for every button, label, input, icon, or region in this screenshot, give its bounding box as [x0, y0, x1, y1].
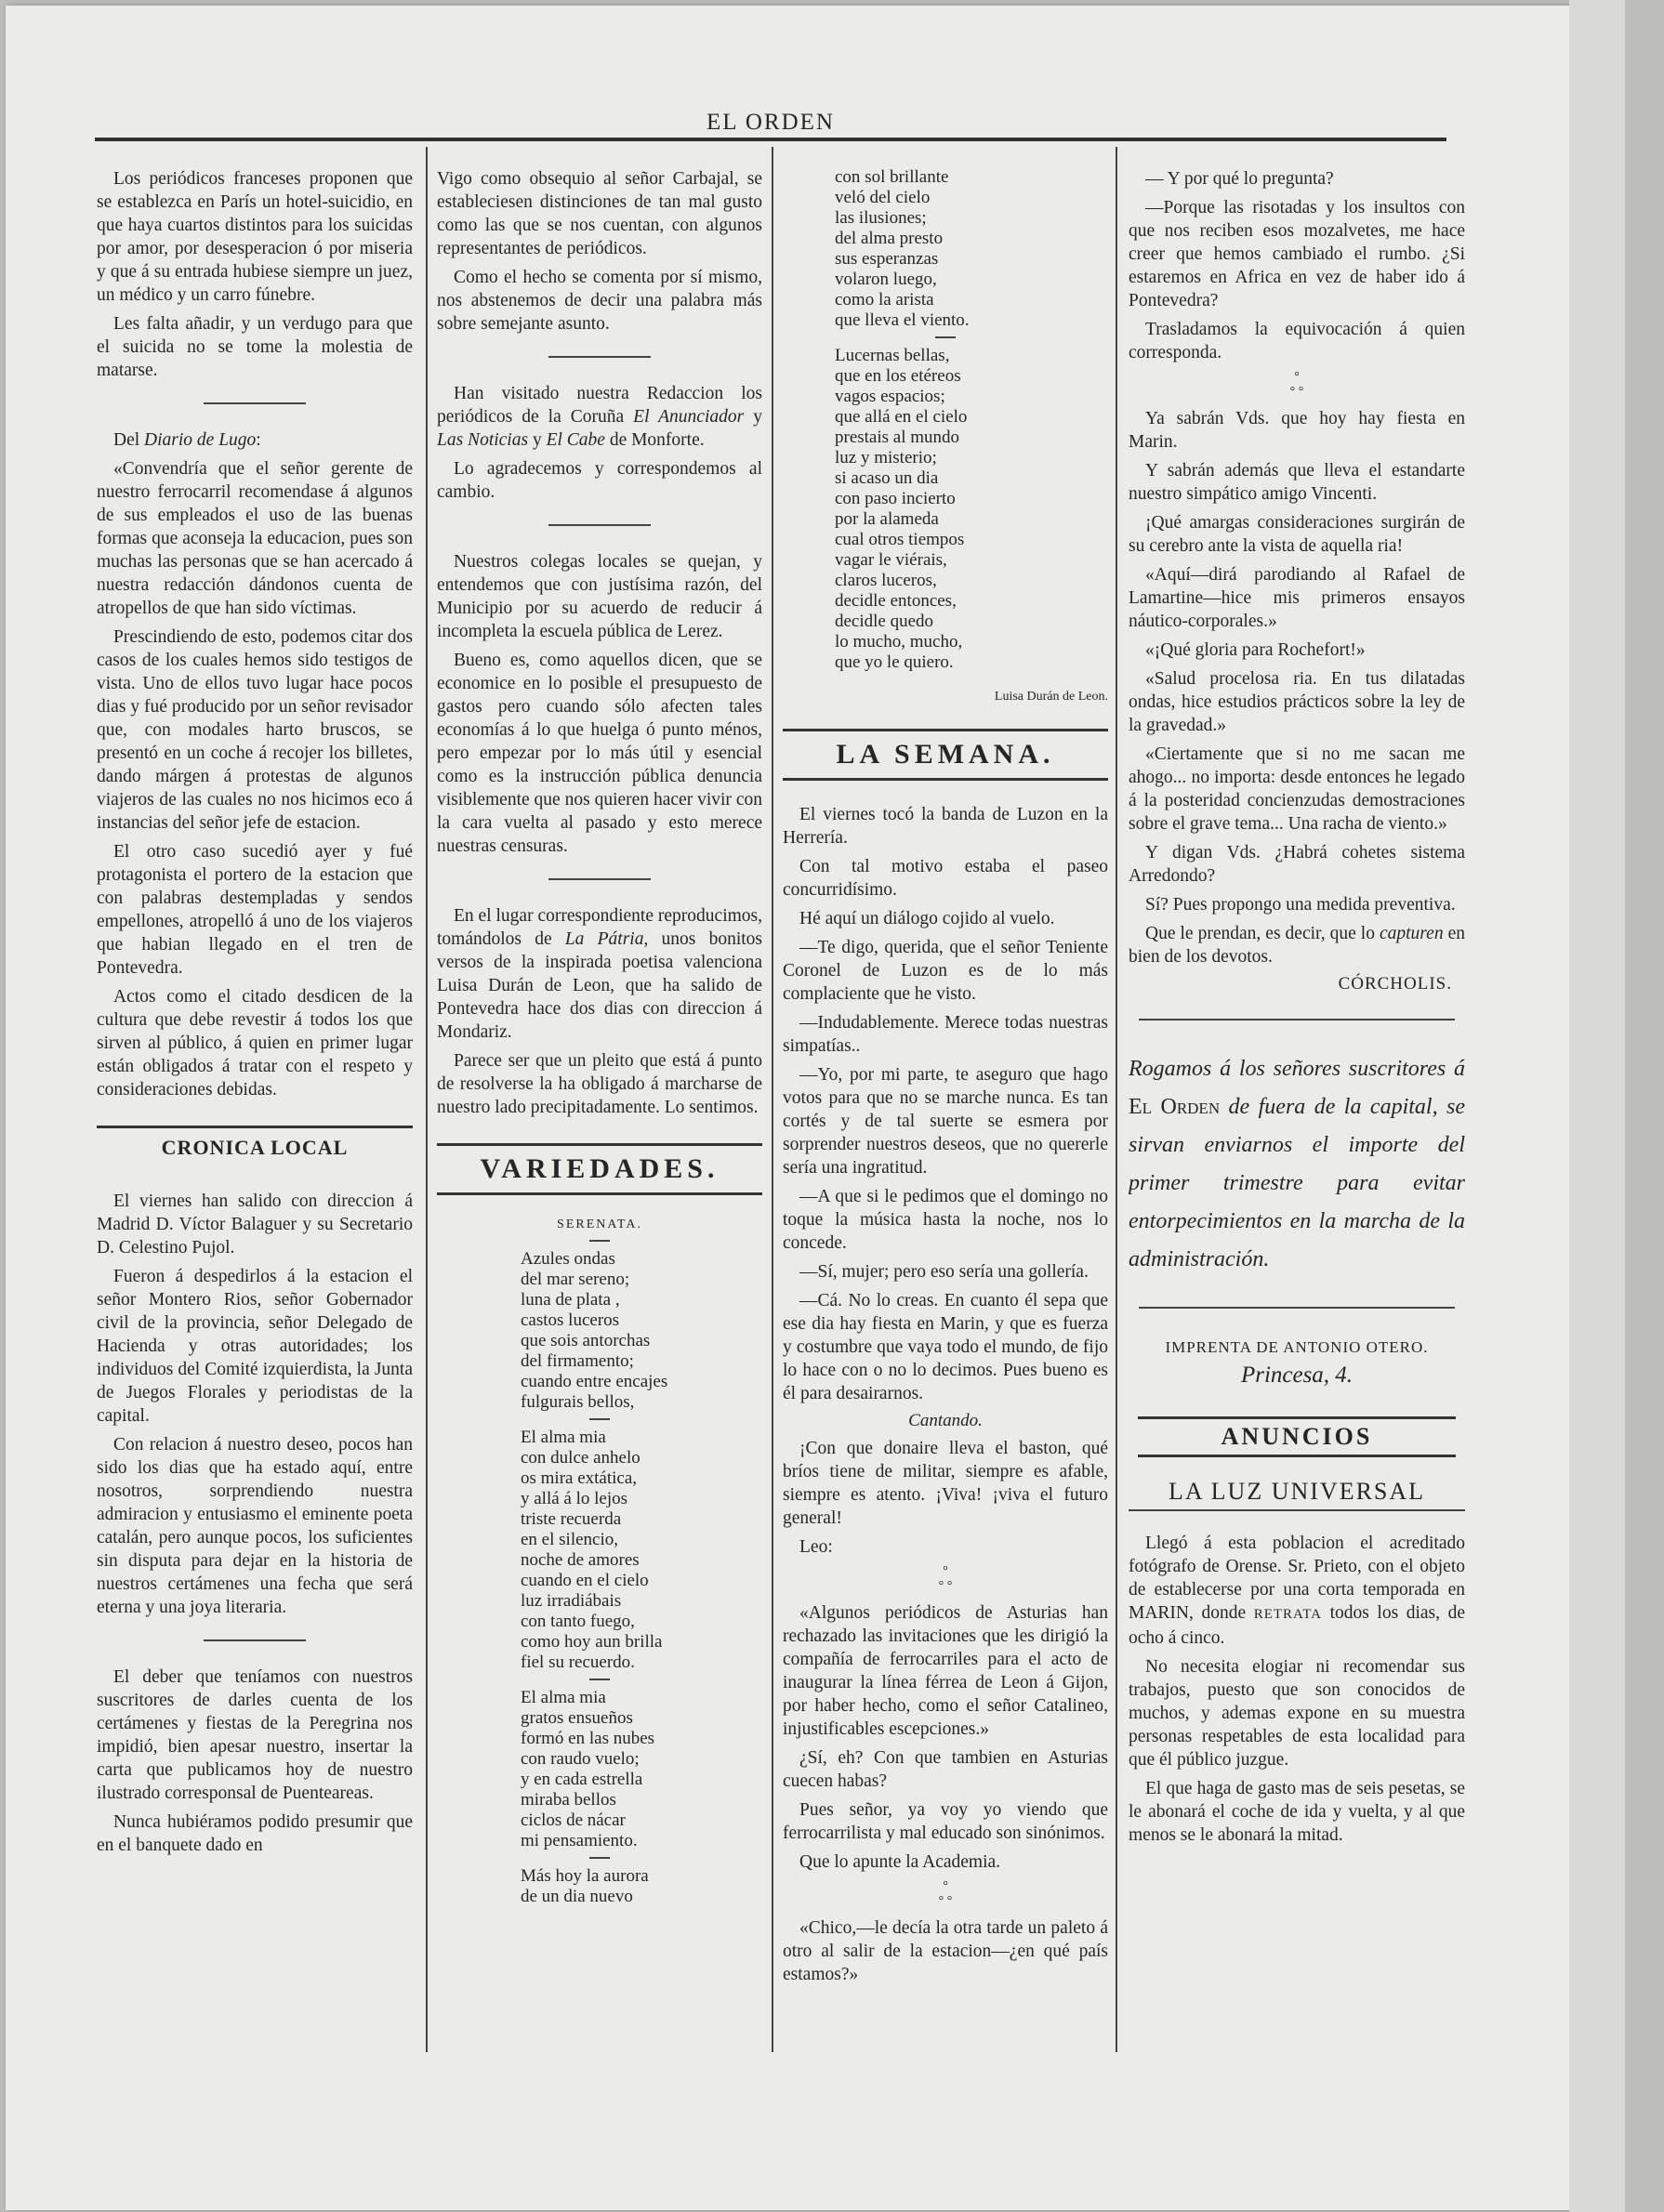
- paragraph: —Sí, mujer; pero eso sería una gollería.: [799, 1262, 1089, 1282]
- separator: [548, 356, 651, 358]
- paragraph: —A que si le pedimos que el domingo no toque la música hasta la noche, nos lo concede.: [783, 1187, 1108, 1253]
- poem-line: lo mucho, mucho,: [835, 632, 963, 652]
- section-title: VARIEDADES.: [480, 1153, 720, 1184]
- column-4: [1129, 167, 1465, 2063]
- subheading: Cantando.: [908, 1411, 983, 1430]
- poem-line: que lleva el viento.: [835, 310, 970, 330]
- poem-line: del alma presto: [835, 229, 944, 248]
- paragraph: El deber que teníamos con nuestros suscritores de darles cuenta de los certámenes y fiestas de la Peregrina nos impidió, bien apesar nuestro, insertar la carta que publicamos hoy de nuestro ilustrado corresponsal de Puenteareas.: [97, 1667, 413, 1803]
- separator: [204, 402, 306, 404]
- poem-line: castos luceros: [521, 1310, 620, 1330]
- poem-line: volaron luego,: [835, 270, 937, 289]
- poem-line: con tanto fuego,: [521, 1612, 635, 1631]
- paragraph: Bueno es, como aquellos dicen, que se economice en lo posible el presupuesto de gastos pero cuando sólo afecten tales economías á lo que huelga ó punto ménos, pero empezar por lo más útil y esencial como es la instrucción pública denuncia visiblemente que nos quieren hacer vivir con la cara vuelta al pasado y esto merece nuestras censuras.: [437, 651, 762, 856]
- poem-line: fiel su recuerdo.: [521, 1652, 635, 1672]
- section-title: CRONICA LOCAL: [161, 1136, 349, 1159]
- separator: [589, 1679, 610, 1680]
- poem-line: cuando en el cielo: [521, 1571, 649, 1590]
- paragraph: Y sabrán además que lleva el estandarte nuestro simpático amigo Vincenti.: [1129, 461, 1465, 504]
- poem-line: que en los etéreos: [835, 366, 961, 386]
- poem-line: Más hoy la aurora: [521, 1866, 649, 1886]
- poem-line: triste recuerda: [521, 1509, 622, 1529]
- poem-line: luna de plata ,: [521, 1290, 620, 1310]
- poem-signature: Luisa Durán de Leon.: [994, 690, 1108, 704]
- paragraph: Lo agradecemos y correspondemos al cambio.: [437, 459, 762, 502]
- paragraph: Leo:: [799, 1537, 833, 1557]
- paragraph: Trasladamos la equivocación á quien corresponda.: [1129, 320, 1465, 362]
- paragraph: —Indudablemente. Merece todas nuestras simpatías..: [783, 1013, 1108, 1056]
- paragraph: Con relacion á nuestro deseo, pocos han sido los dias que ha estado aquí, entre nosotros, sorprendiendo nuestra admiracion y entusiasmo el eminente poeta catalán, pero aunque pocos, los suficientes sin disputa para dejar en la historia de nuestros certámenes una fecha que será eterna y una joya literaria.: [97, 1435, 413, 1617]
- separator: [935, 336, 956, 338]
- section-title: LA SEMANA.: [836, 739, 1055, 770]
- paragraph: No necesita elogiar ni recomendar sus trabajos, puesto que son conocidos de muchos, y ademas expone en su muestra personas respetables de esta localidad para que él público juzgue.: [1129, 1657, 1465, 1770]
- poem-title: SERENATA.: [557, 1218, 642, 1231]
- separator: [589, 1857, 610, 1859]
- paragraph: «Ciertamente que si no me sacan me ahogo... no importa: desde entonces he legado á la posteridad concienzudas demostraciones sobre el grave tema... Una racha de viento.»: [1129, 744, 1465, 834]
- poem-stanza: [783, 346, 1108, 673]
- poem-stanza: [437, 1428, 762, 1673]
- paragraph: «Aquí—dirá parodiando al Rafael de Lamartine—hice mis primeros ensayos náutico-corporales.»: [1129, 565, 1465, 631]
- poem-line: fulgurais bellos,: [521, 1392, 635, 1412]
- paragraph: ¿Sí, eh? Con que tambien en Asturias cuecen habas?: [783, 1748, 1108, 1791]
- paragraph: En el lugar correspondiente reproducimos, tomándolos de La Pátria, unos bonitos versos de la inspirada poetisa valenciona Luisa Durán de Leon, que ha salido de Pontevedra hace dos dias con direccion á Mondariz.: [437, 906, 762, 1042]
- separator: [1139, 1307, 1455, 1309]
- poem-line: decidle entonces,: [835, 591, 957, 611]
- paragraph: Fueron á despedirlos á la estacion el señor Montero Rios, señor Gobernador civil de la provincia, señor Delegado de Hacienda y otras autoridades; los individuos del Comité izquierdista, la Junta de Juegos Florales y periodistas de la capital.: [97, 1267, 413, 1426]
- poem-stanza: [437, 1866, 762, 1907]
- paragraph: El viernes han salido con direccion á Madrid D. Víctor Balaguer y su Secretario D. Celestino Pujol.: [97, 1192, 413, 1257]
- ads-header: ANUNCIOS: [1138, 1416, 1456, 1457]
- paragraph: Nuestros colegas locales se quejan, y entendemos que con justísima razón, del Municipio por su acuerdo de reducir á incompleta la escuela pública de Lerez.: [437, 552, 762, 641]
- paragraph: «Salud procelosa ria. En tus dilatadas ondas, hice estudios prácticos sobre la ley de la gravedad.»: [1129, 669, 1465, 735]
- poem-line: os mira extática,: [521, 1468, 638, 1488]
- poem-line: El alma mia: [521, 1428, 606, 1447]
- poem-line: mi pensamiento.: [521, 1831, 638, 1850]
- poem-line: vagar le viérais,: [835, 550, 947, 570]
- paragraph: Nunca hubiéramos podido presumir que en el banquete dado en: [97, 1812, 413, 1855]
- separator: [1139, 1019, 1455, 1020]
- paragraph: «¡Qué gloria para Rochefort!»: [1145, 640, 1366, 660]
- separator: [589, 1240, 610, 1242]
- poem-stanza: [783, 167, 1108, 331]
- poem-line: Azules ondas: [521, 1249, 615, 1269]
- masthead: EL ORDEN: [707, 110, 835, 135]
- poem-line: que yo le quiero.: [835, 652, 954, 672]
- poem-line: del firmamento;: [521, 1351, 634, 1371]
- poem-line: como la arista: [835, 290, 934, 309]
- poem-line: como hoy aun brilla: [521, 1632, 663, 1652]
- column-rule: [772, 147, 773, 2052]
- poem-line: si acaso un dia: [835, 468, 939, 488]
- paragraph: — Y por qué lo pregunta?: [1145, 169, 1334, 189]
- asterism: ° ° °: [938, 1564, 953, 1593]
- subscriber-notice: Rogamos á los señores suscritores á El Orden de fuera de la capital, se sirvan enviarnos el importe del primer trimestre para evitar entorpecimientos en la marcha de la administración.: [1129, 1057, 1465, 1271]
- poem-line: y en cada estrella: [521, 1770, 643, 1789]
- poem-line: con raudo vuelo;: [521, 1749, 640, 1769]
- paragraph: Sí? Pues propongo una medida preventiva.: [1145, 895, 1456, 915]
- paragraph: «Chico,—le decía la otra tarde un paleto á otro al salir de la estacion—¿en qué país estamos?»: [783, 1918, 1108, 1984]
- section-header: [783, 729, 1108, 781]
- paragraph: ¡Con que donaire lleva el baston, qué bríos tiene de militar, siempre es afable, siempre es atento. ¡Viva! ¡viva el futuro general!: [783, 1439, 1108, 1528]
- paragraph: Que le prendan, es decir, que lo capturen en bien de los devotos.: [1129, 924, 1465, 967]
- asterism: ° ° °: [1289, 370, 1304, 399]
- section-header: [437, 1143, 762, 1195]
- paragraph: —Cá. No lo creas. En cuanto él sepa que ese dia hay fiesta en Marin, y que es fuerza y costumbre que vaya todo el mundo, de fijo lo hace con o no lo decimos. Pues bueno es él para desairarnos.: [783, 1291, 1108, 1403]
- poem-line: sus esperanzas: [835, 249, 939, 269]
- paragraph: Prescindiendo de esto, podemos citar dos casos de los cuales hemos sido testigos de vista. Uno de ellos tuvo lugar hace pocos dias y fué producido por un señor revisador que, con modales harto bruscos, se presentó en un coche á recojer los billetes, dando márgen á protestas de algunos viajeros de las cuales no nos hicimos eco á instancias del señor jefe de estacion.: [97, 627, 413, 833]
- poem-line: Lucernas bellas,: [835, 346, 950, 365]
- paragraph: Los periódicos franceses proponen que se establezca en París un hotel-suicidio, en que haya cuartos distintos para los suicidas por amor, por desesperacion ó por miseria y que á su entrada hubiese siempre un juez, un médico y un carro fúnebre.: [97, 169, 413, 305]
- poem-line: que allá en el cielo: [835, 407, 968, 427]
- poem-line: ciclos de nácar: [521, 1810, 626, 1830]
- poem-line: decidle quedo: [835, 612, 934, 631]
- separator: [204, 1639, 306, 1641]
- paragraph: —Porque las risotadas y los insultos con que nos reciben esos mozalvetes, me hace creer que hemos cambiado el rumbo. ¿Si estaremos en Africa en vez de haber ido á Pontevedra?: [1129, 198, 1465, 310]
- paragraph: Como el hecho se comenta por sí mismo, nos abstenemos de decir una palabra más sobre semejante asunto.: [437, 268, 762, 334]
- signoff: CÓRCHOLIS.: [1338, 974, 1452, 994]
- poem-line: cual otros tiempos: [835, 530, 965, 549]
- poem-line: noche de amores: [521, 1550, 640, 1570]
- paragraph: Actos como el citado desdicen de la cultura que debe revestir á todos los que sirven al público, á quien en primer lugar están obligados á tratar con el respeto y consideraciones debidas.: [97, 987, 413, 1099]
- paragraph: Ya sabrán Vds. que hoy hay fiesta en Marin.: [1129, 409, 1465, 452]
- poem-line: luz irradiábais: [521, 1591, 622, 1611]
- poem-line: cuando entre encajes: [521, 1372, 668, 1391]
- poem-line: y allá á lo lejos: [521, 1489, 628, 1508]
- column-2: [437, 167, 762, 2063]
- paragraph: Parece ser que un pleito que está á punto de resolverse la ha obligado á marcharse de nuestro lado precipitadamente. Lo sentimos.: [437, 1051, 762, 1117]
- paragraph: Que lo apunte la Academia.: [799, 1852, 1001, 1872]
- paragraph: Hé aquí un diálogo cojido al vuelo.: [799, 909, 1055, 928]
- poem-stanza: [437, 1249, 762, 1413]
- printer-name: IMPRENTA DE ANTONIO OTERO.: [1165, 1338, 1429, 1356]
- paragraph: Les falta añadir, y un verdugo para que el suicida no se tome la molestia de matarse.: [97, 314, 413, 380]
- paragraph: Llegó á esta poblacion el acreditado fotógrafo de Orense. Sr. Prieto, con el objeto de establecerse por una corta temporada en MARIN, donde RETRATA todos los dias, de ocho á cinco.: [1129, 1534, 1465, 1648]
- poem-line: luz y misterio;: [835, 448, 937, 467]
- underlying-page-edge: [1569, 0, 1625, 2212]
- poem-line: de un dia nuevo: [521, 1887, 633, 1906]
- paragraph: «Convendría que el señor gerente de nuestro ferrocarril recomendase á algunos de sus empleados el uso de las buenas formas que aconseja la educacion, pues son muchas las personas que se han acercado á nuestra redacción dándonos cuenta de atropellos de que han sido víctimas.: [97, 459, 413, 618]
- ad-title: LA LUZ UNIVERSAL: [1129, 1478, 1465, 1511]
- paragraph: —Yo, por mi parte, te aseguro que hago votos para que no se marche nunca. Es tan cortés y de tal suerte se esmera por sorprender nuestros deseos, que no quererle sería una ingratitud.: [783, 1065, 1108, 1178]
- column-rule: [1116, 147, 1117, 2052]
- separator: [548, 524, 651, 526]
- paragraph: El otro caso sucedió ayer y fué protagonista el portero de la estacion que con palabras destempladas y sendos empellones, atropelló á uno de los viajeros que habian llegado en el tren de Pontevedra.: [97, 842, 413, 978]
- masthead-rule: [95, 138, 1446, 141]
- paragraph: Y digan Vds. ¿Habrá cohetes sistema Arredondo?: [1129, 843, 1465, 886]
- poem-line: veló del cielo: [835, 188, 931, 207]
- poem-line: con paso incierto: [835, 489, 956, 508]
- poem-line: vagos espacios;: [835, 387, 945, 406]
- section-header: [97, 1126, 413, 1167]
- separator: [548, 878, 651, 880]
- poem-line: miraba bellos: [521, 1790, 616, 1810]
- poem-line: del mar sereno;: [521, 1270, 630, 1289]
- paragraph: El viernes tocó la banda de Luzon en la Herrería.: [783, 805, 1108, 848]
- paragraph: Vigo como obsequio al señor Carbajal, se estableciesen distinciones de tan mal gusto como las que se nos cuentan, con algunos representantes de periódicos.: [437, 169, 762, 258]
- asterism: ° ° °: [938, 1879, 953, 1908]
- paragraph: ¡Qué amargas consideraciones surgirán de su cerebro ante la vista de aquella ria!: [1129, 513, 1465, 556]
- poem-line: con sol brillante: [835, 167, 949, 187]
- paragraph: Con tal motivo estaba el paseo concurridísimo.: [783, 857, 1108, 900]
- poem-line: El alma mia: [521, 1688, 606, 1707]
- poem-stanza: [437, 1688, 762, 1851]
- poem-line: por la alameda: [835, 509, 939, 529]
- poem-line: formó en las nubes: [521, 1729, 655, 1748]
- paragraph: —Te digo, querida, que el señor Teniente Coronel de Luzon es de lo más complaciente que he visto.: [783, 938, 1108, 1004]
- paragraph: Han visitado nuestra Redaccion los periódicos de la Coruña El Anunciador y Las Noticias y El Cabe de Monforte.: [437, 384, 762, 450]
- paragraph: Del Diario de Lugo:: [113, 430, 261, 450]
- paragraph: Pues señor, ya voy yo viendo que ferrocarrilista y mal educado son sinónimos.: [783, 1800, 1108, 1843]
- poem-line: claros luceros,: [835, 571, 937, 590]
- printer-address: Princesa, 4.: [1240, 1363, 1354, 1388]
- column-1: [97, 167, 413, 2063]
- poem-line: prestais al mundo: [835, 428, 960, 447]
- paragraph: «Algunos periódicos de Asturias han rechazado las invitaciones que les dirigió la compañía de ferrocarriles para el acto de inaugurar la línea férrea de Leon á Gijon, por haber hecho, como el señor Catalineo, injustificables escepciones.»: [783, 1603, 1108, 1739]
- separator: [589, 1418, 610, 1420]
- poem-line: en el silencio,: [521, 1530, 618, 1549]
- poem-line: las ilusiones;: [835, 208, 927, 228]
- column-rule: [426, 147, 428, 2052]
- column-3: [783, 167, 1108, 2063]
- poem-line: con dulce anhelo: [521, 1448, 641, 1468]
- paragraph: El que haga de gasto mas de seis pesetas, se le abonará el coche de ida y vuelta, y al que menos se le abonará la mitad.: [1129, 1779, 1465, 1845]
- poem-line: que sois antorchas: [521, 1331, 651, 1350]
- poem-line: gratos ensueños: [521, 1708, 633, 1728]
